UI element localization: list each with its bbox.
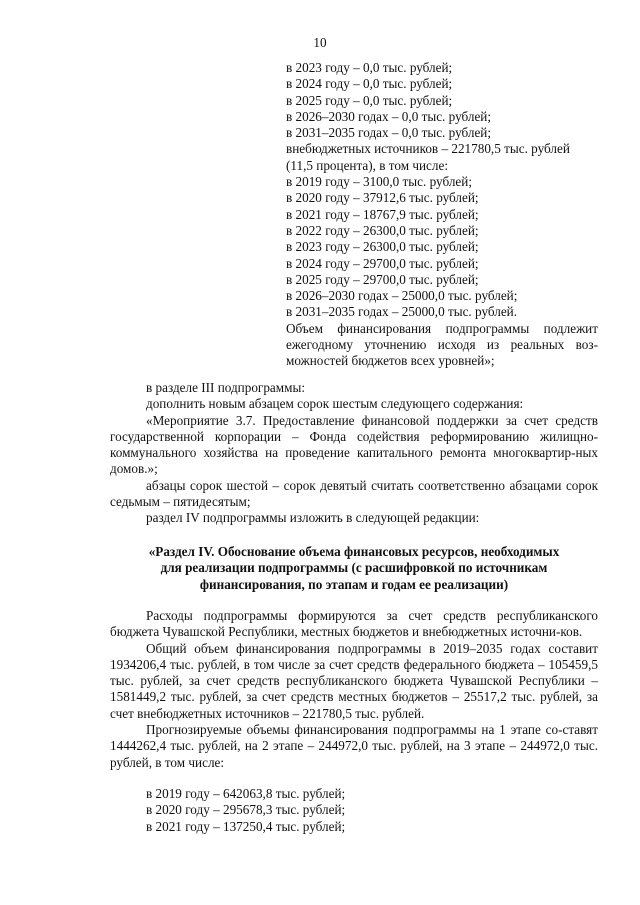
section4-heading	[110, 544, 598, 593]
list-line: внебюджетных источников – 221780,5 тыс. рублей	[286, 141, 570, 157]
list-line: в 2024 году – 0,0 тыс. рублей;	[286, 76, 453, 92]
section3-intro: в разделе III подпрограммы:	[146, 380, 306, 395]
year-line: в 2021 году – 137250,4 тыс. рублей;	[146, 818, 346, 834]
list-line: в 2020 году – 37912,6 тыс. рублей;	[286, 190, 479, 206]
funding-note-paragraph: Объем финансирования подпрограммы подлежит ежегодному уточнению исходя из реальных воз-можностей бюджетов всех уровней»;	[286, 320, 598, 369]
section4-body	[110, 608, 598, 771]
section3-amendments	[110, 380, 598, 527]
list-line: в 2023 году – 0,0 тыс. рублей;	[286, 60, 453, 75]
list-line: в 2019 году – 3100,0 тыс. рублей;	[286, 174, 472, 190]
list-line: в 2025 году – 0,0 тыс. рублей;	[286, 92, 453, 108]
heading-line: финансирования, по этапам и годам ее реализации)	[199, 576, 509, 592]
heading-line: для реализации подпрограммы (с расшифровкой по источникам	[160, 560, 548, 576]
list-line: в 2022 году – 26300,0 тыс. рублей;	[286, 222, 479, 238]
list-line: в 2026–2030 годах – 25000,0 тыс. рублей;	[286, 288, 518, 304]
measure-3-7-text: «Мероприятие 3.7. Предоставление финансовой поддержки за счет средств государственной корпорации – Фонда содействия реформированию жилищно-коммунального хозяйства на проведение капитального ремонта многоквартир-ных домов.»;	[110, 412, 598, 477]
year-line: в 2020 году – 295678,3 тыс. рублей;	[146, 802, 346, 818]
forecast-paragraph: Прогнозируемые объемы финансирования подпрограммы на 1 этапе со-ставят 1444262,4 тыс. рублей, на 2 этапе – 244972,0 тыс. рублей, на 3 этапе – 244972,0 тыс. рублей, в том числе:	[110, 722, 598, 770]
list-line: в 2031–2035 годах – 25000,0 тыс. рублей.	[286, 304, 518, 320]
page-number: 10	[313, 35, 327, 50]
year-line: в 2019 году – 642063,8 тыс. рублей;	[146, 786, 346, 801]
list-line: в 2023 году – 26300,0 тыс. рублей;	[286, 239, 479, 255]
list-line: в 2024 году – 29700,0 тыс. рублей;	[286, 255, 479, 271]
expenses-paragraph: Расходы подпрограммы формируются за счет средств республиканского бюджета Чувашской Республики, местных бюджетов и внебюджетных источни-ков.	[110, 608, 598, 640]
list-line: в 2031–2035 годах – 0,0 тыс. рублей;	[286, 125, 492, 141]
total-funding-paragraph: Общий объем финансирования подпрограммы в 2019–2035 годах составит 1934206,4 тыс. рублей, в том числе за счет средств федерального бюджета – 105459,5 тыс. рублей, за счет средств республиканского бюджета Чувашской Республики – 1581449,2 тыс. рублей, за счет средств местных бюджетов – 25517,2 тыс. рублей, за счет внебюджетных источников – 221780,5 тыс. рублей.	[110, 640, 598, 721]
list-line: в 2026–2030 годах – 0,0 тыс. рублей;	[286, 108, 492, 124]
yearly-funding-list	[146, 786, 345, 835]
list-line: (11,5 процента), в том числе:	[286, 157, 448, 173]
renumber-paragraphs-text: абзацы сорок шестой – сорок девятый считать соответственно абзацами сорок седьмым – пятидесятым;	[110, 477, 598, 510]
section4-intro: раздел IV подпрограммы изложить в следующей редакции:	[146, 510, 480, 526]
list-line: в 2021 году – 18767,9 тыс. рублей;	[286, 206, 479, 222]
funding-list-block	[286, 60, 598, 370]
heading-line: «Раздел IV. Обоснование объема финансовых ресурсов, необходимых	[148, 544, 560, 559]
list-line: в 2025 году – 29700,0 тыс. рублей;	[286, 271, 479, 287]
section3-add-paragraph: дополнить новым абзацем сорок шестым следующего содержания:	[146, 396, 524, 412]
